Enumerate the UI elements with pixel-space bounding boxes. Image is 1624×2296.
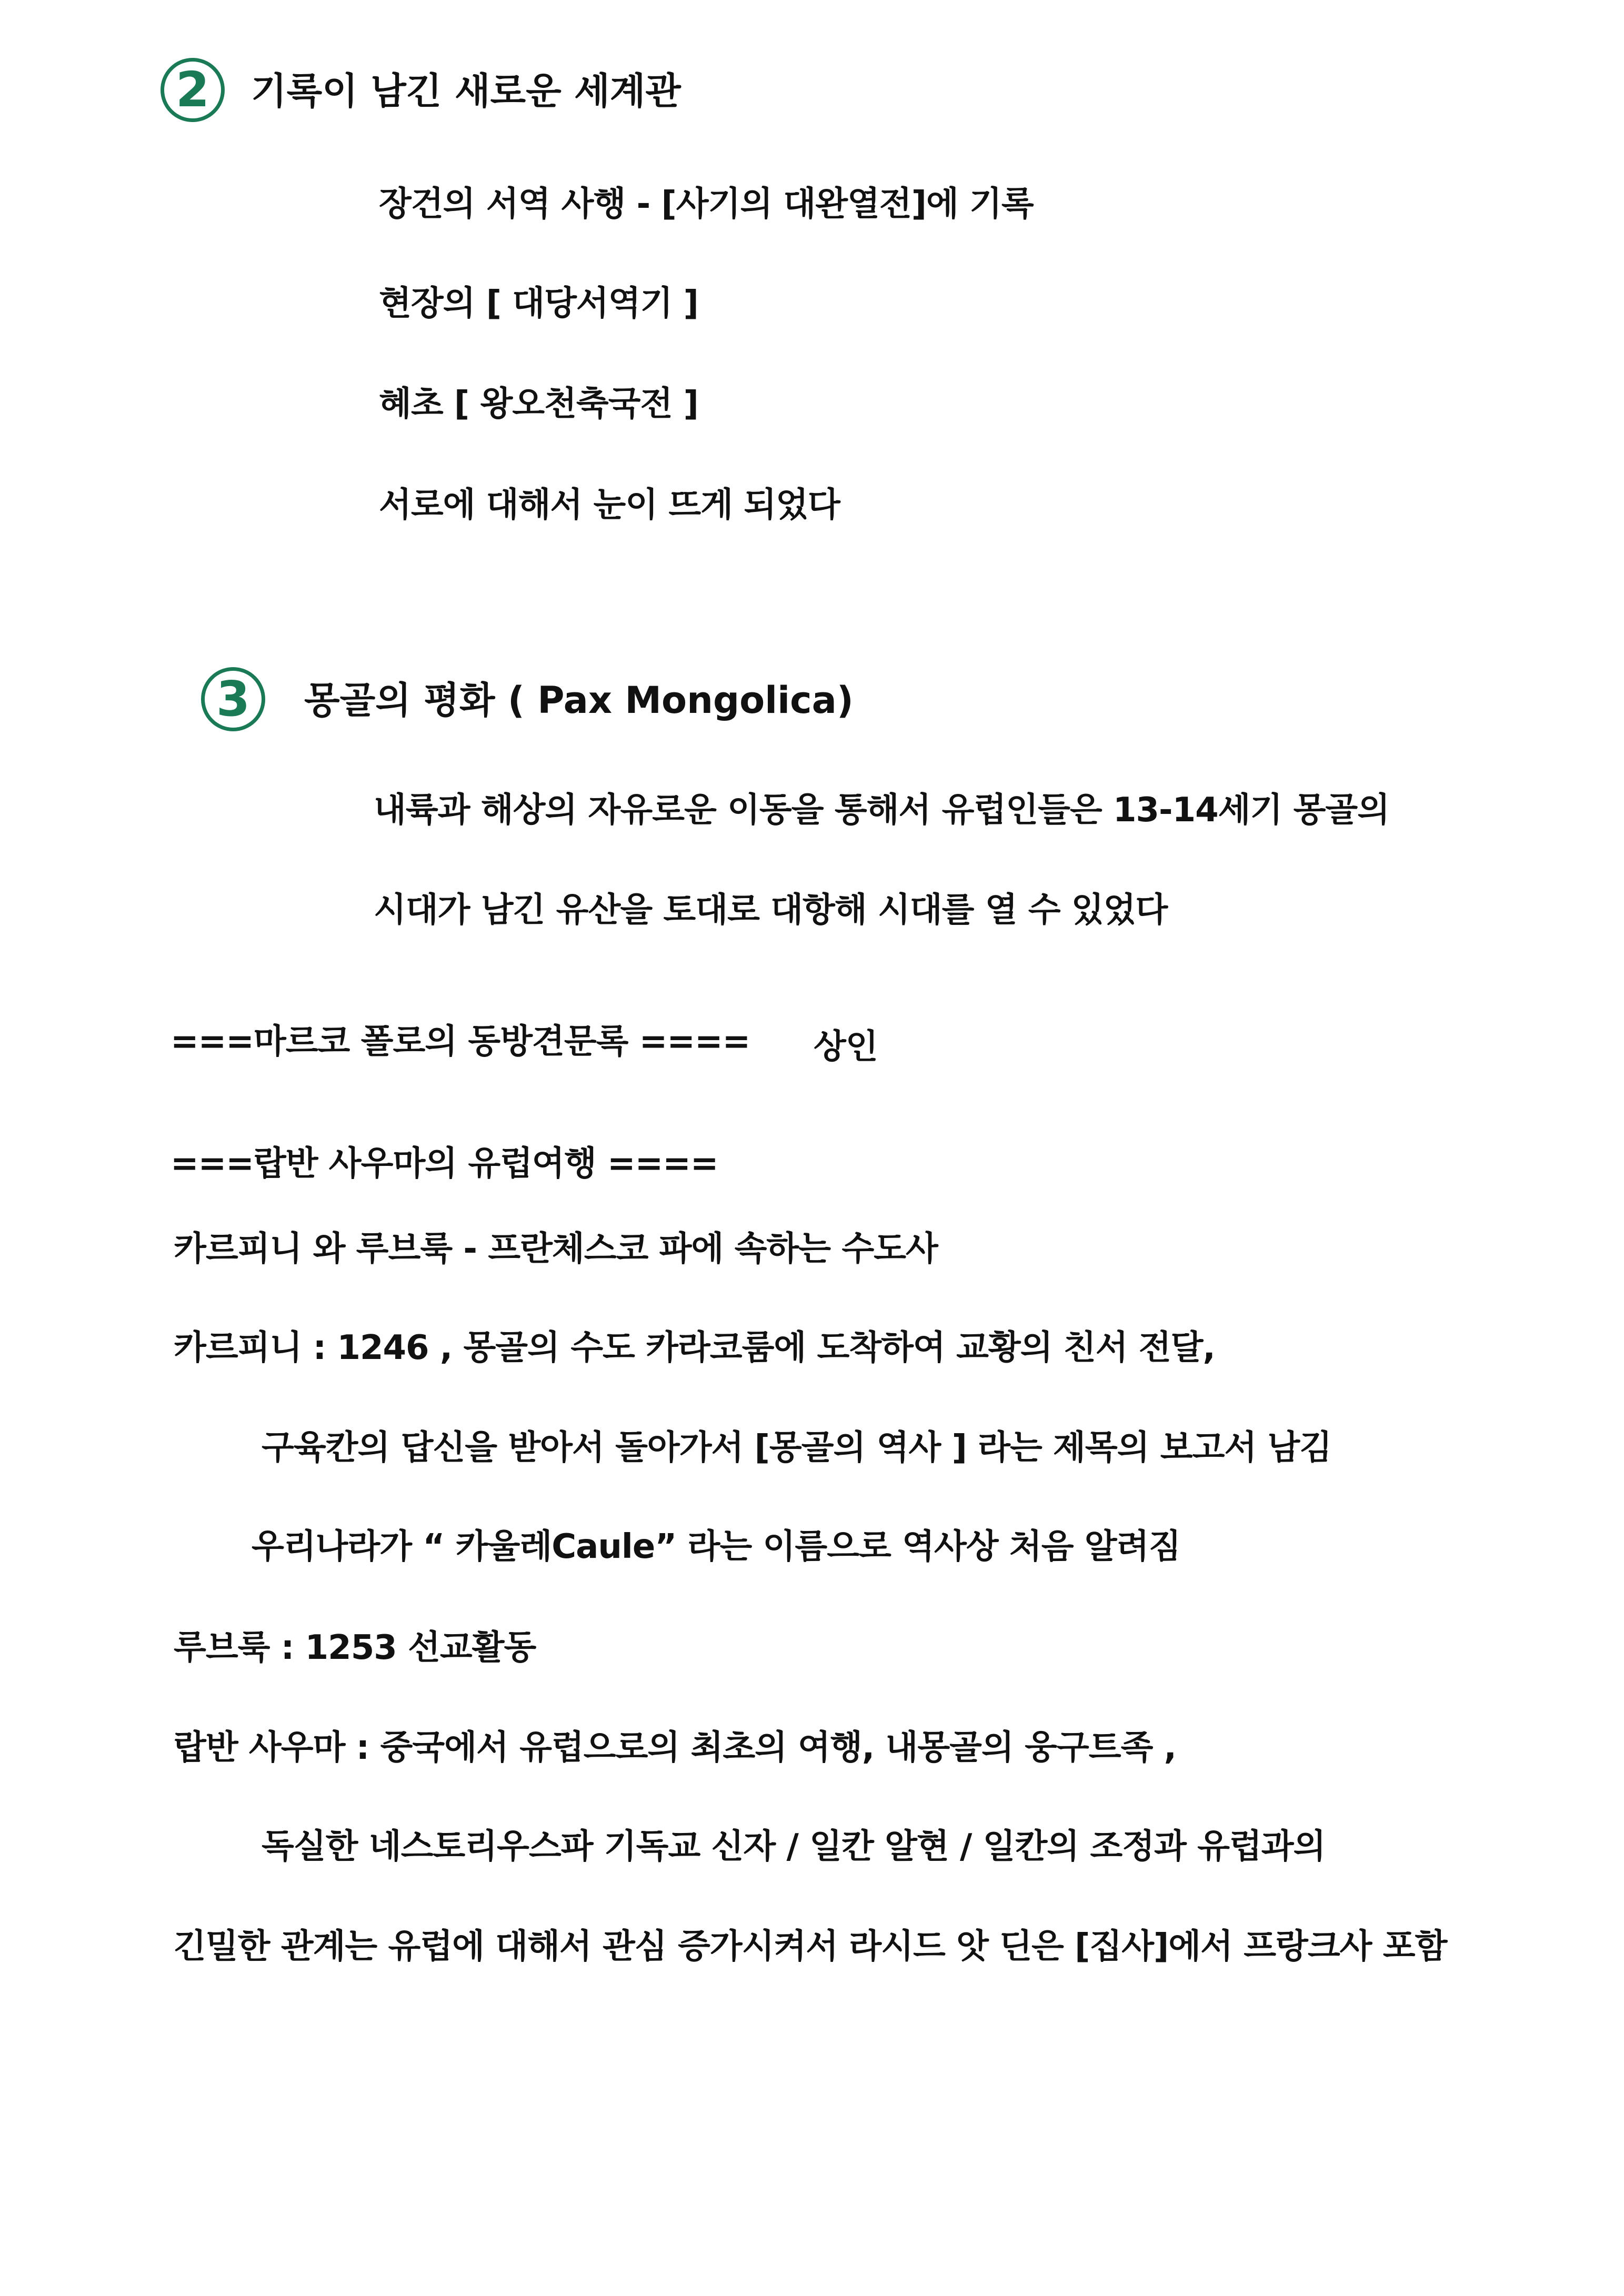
- body-line-1: ===랍반 사우마의 유럽여행 ====: [171, 1144, 718, 1183]
- body-line-4: 구육칸의 답신을 받아서 돌아가서 [몽골의 역사 ] 라는 제목의 보고서 남김: [262, 1428, 1332, 1467]
- section-3-title: 몽골의 평화 ( Pax Mongolica): [304, 679, 854, 722]
- body-line-2: 카르피니 와 루브룩 - 프란체스코 파에 속하는 수도사: [174, 1230, 938, 1268]
- section-2-line-1: 장건의 서역 사행 - [사기의 대완열전]에 기록: [379, 185, 1034, 224]
- body-line-5: 우리나라가 “ 카울레Caule” 라는 이름으로 역사상 처음 알려짐: [252, 1527, 1181, 1566]
- body-line-9: 긴밀한 관계는 유럽에 대해서 관심 증가시켜서 라시드 앗 딘은 [집사]에서 프랑크사 포함: [174, 1927, 1447, 1966]
- section-2-line-4: 서로에 대해서 눈이 뜨게 되었다: [379, 486, 840, 525]
- section-3-line-1: 내륙과 해상의 자유로운 이동을 통해서 유럽인들은 13-14세기 몽골의: [374, 791, 1390, 830]
- section-2-line-2: 현장의 [ 대당서역기 ]: [379, 284, 698, 323]
- section-3-number-badge: 3: [201, 667, 265, 731]
- section-2-title: 기록이 남긴 새로운 세계관: [251, 69, 681, 113]
- section-2-line-3: 혜초 [ 왕오천축국전 ]: [379, 385, 698, 424]
- body-line-8: 독실한 네스토리우스파 기독교 신자 / 일칸 알현 / 일칸의 조정과 유럽과의: [262, 1827, 1326, 1866]
- body-line-7: 랍반 사우마 : 중국에서 유럽으로의 최초의 여행, 내몽골의 웅구트족 ,: [174, 1728, 1176, 1767]
- section-3-line-2: 시대가 남긴 유산을 토대로 대항해 시대를 열 수 있었다: [374, 891, 1168, 930]
- body-line-3: 카르피니 : 1246 , 몽골의 수도 카라코룸에 도착하여 교황의 친서 전달,: [174, 1328, 1215, 1367]
- marco-polo-label: ===마르코 폴로의 동방견문록 ====: [171, 1022, 750, 1061]
- marco-polo-note: 상인: [814, 1028, 878, 1066]
- section-2-number-badge: 2: [161, 58, 225, 122]
- body-line-6: 루브룩 : 1253 선교활동: [174, 1628, 536, 1667]
